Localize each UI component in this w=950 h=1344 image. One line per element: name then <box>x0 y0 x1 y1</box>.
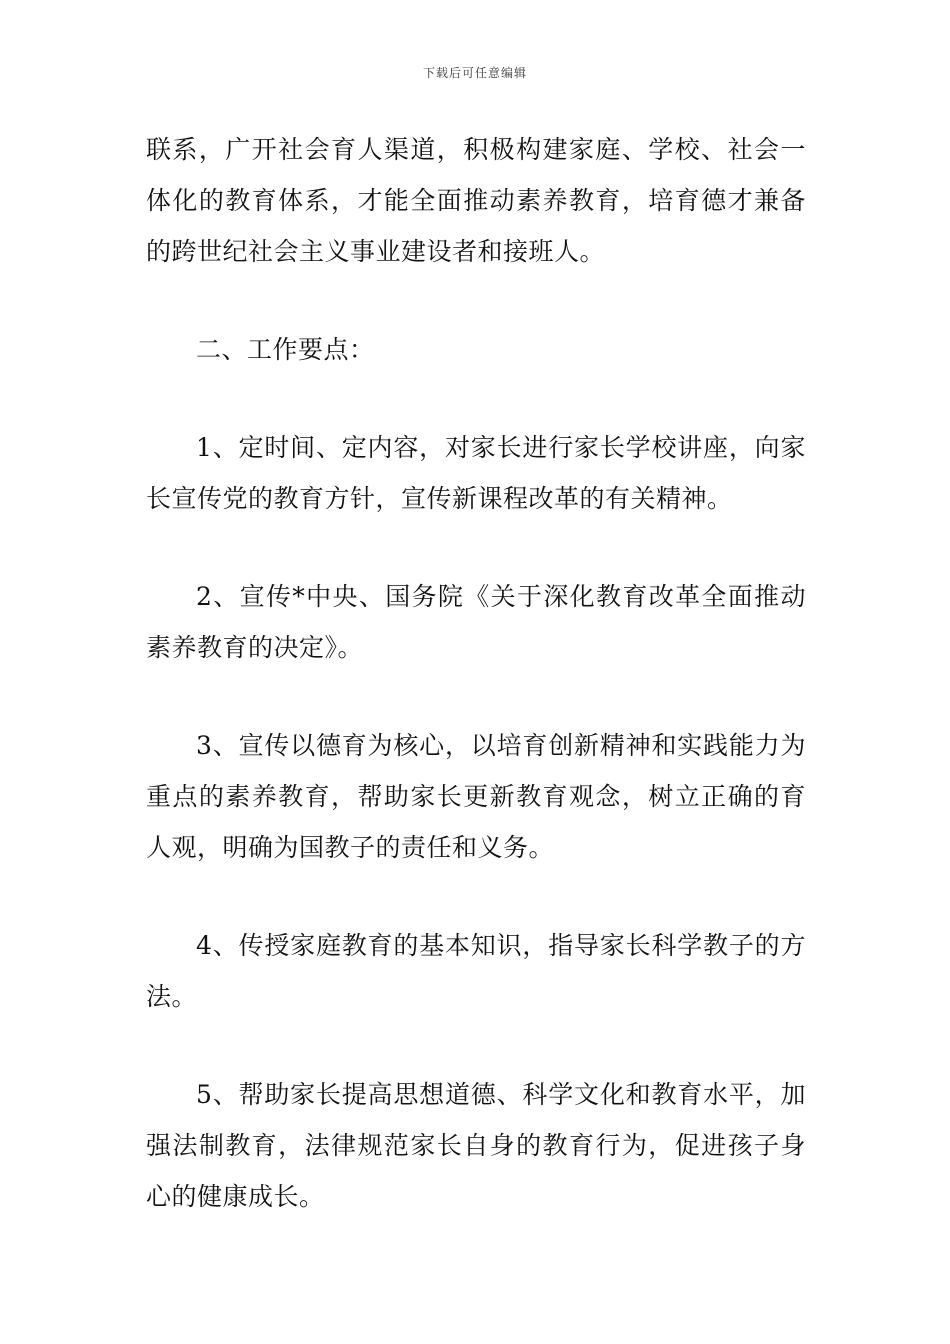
list-item-2: 2、宣传*中央、国务院《关于深化教育改革全面推动素养教育的决定》。 <box>146 582 806 662</box>
list-item-5: 5、帮助家长提高思想道德、科学文化和教育水平，加强法制教育，法律规范家长自身的教育行为，促进孩子身心的健康成长。 <box>146 1080 806 1211</box>
list-item-1: 1、定时间、定内容，对家长进行家长学校讲座，向家长宣传党的教育方针，宣传新课程改革的有关精神。 <box>146 433 806 513</box>
list-item-4: 4、传授家庭教育的基本知识，指导家长科学教子的方法。 <box>146 931 806 1011</box>
paragraph-intro-continuation: 联系，广开社会育人渠道，积极构建家庭、学校、社会一体化的教育体系，才能全面推动素养教育，培育德才兼备的跨世纪社会主义事业建设者和接班人。 <box>146 135 806 266</box>
header-note: 下载后可任意编辑 <box>422 66 527 80</box>
document-body <box>146 124 806 1222</box>
section-heading-work-points: 二、工作要点： <box>196 335 375 364</box>
list-item-3: 3、宣传以德育为核心，以培育创新精神和实践能力为重点的素养教育，帮助家长更新教育观念，树立正确的育人观，明确为国教子的责任和义务。 <box>146 731 806 862</box>
